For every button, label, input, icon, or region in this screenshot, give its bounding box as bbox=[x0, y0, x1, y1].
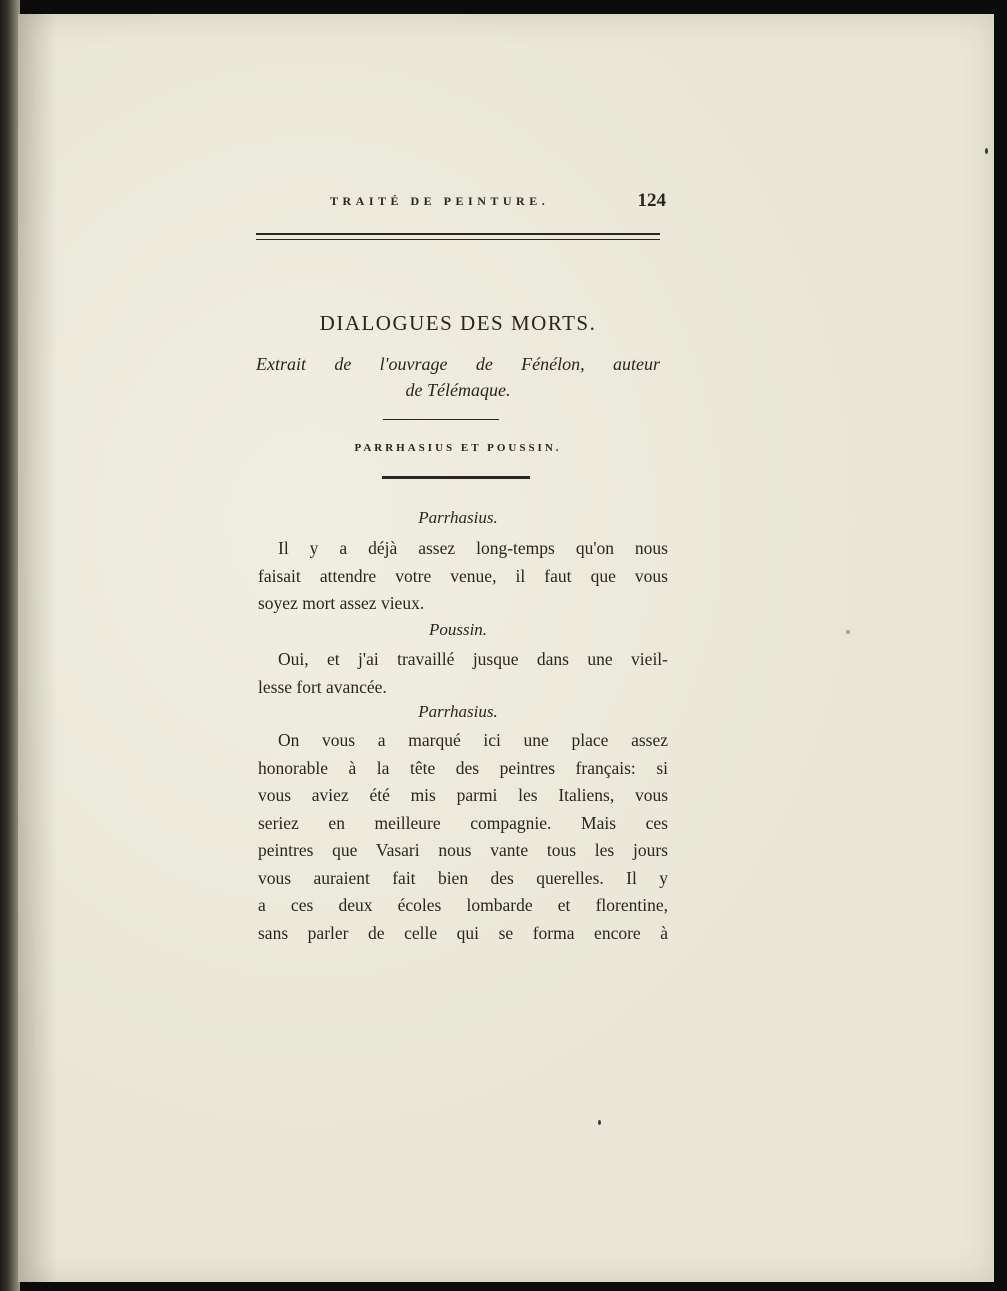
paper-speck bbox=[598, 1120, 601, 1125]
section-heading: PARRHASIUS ET POUSSIN. bbox=[354, 442, 562, 454]
text-line: sans parler de celle qui se forma encore à bbox=[258, 922, 668, 943]
text-line: Oui, et j'ai travaillé jusque dans une vieil- bbox=[278, 649, 668, 669]
page-number: 124 bbox=[637, 190, 666, 211]
text-line: vous aviez été mis parmi les Italiens, vous bbox=[258, 785, 668, 805]
speaker-name: Parrhasius. bbox=[418, 702, 498, 721]
subtitle-line: Extrait de l'ouvrage de Fénélon, auteur bbox=[256, 354, 660, 374]
header-rule-thick bbox=[256, 233, 660, 235]
text-line: lesse fort avancée. bbox=[258, 676, 387, 697]
text-line: On vous a marqué ici une place assez bbox=[278, 730, 668, 750]
text-line: soyez mort assez vieux. bbox=[258, 593, 425, 613]
article-subtitle bbox=[256, 351, 660, 403]
paper-speck bbox=[985, 148, 988, 154]
text-line: a ces deux écoles lombarde et florentine, bbox=[258, 895, 668, 915]
text-line: faisait attendre votre venue, il faut que vous bbox=[258, 565, 668, 586]
article-title: DIALOGUES DES MORTS. bbox=[319, 311, 597, 335]
dialogue-paragraph bbox=[258, 727, 668, 947]
dialogue-paragraph bbox=[258, 535, 668, 618]
header-rule-thin bbox=[256, 239, 660, 240]
text-line: vous auraient fait bien des querelles. Il y bbox=[258, 867, 668, 888]
dialogue-paragraph bbox=[258, 646, 668, 701]
paper-speck bbox=[846, 630, 850, 634]
text-line: honorable à la tête des peintres français: si bbox=[258, 757, 668, 778]
subtitle-line: de Télémaque. bbox=[405, 380, 511, 400]
speaker-name: Poussin. bbox=[428, 620, 488, 639]
text-line: seriez en meilleure compagnie. Mais ces bbox=[258, 812, 668, 833]
text-line: peintres que Vasari nous vante tous les jours bbox=[258, 840, 668, 860]
text-line: Il y a déjà assez long-temps qu'on nous bbox=[278, 538, 668, 558]
book-spine-edge bbox=[0, 0, 20, 1291]
speaker-name: Parrhasius. bbox=[418, 508, 498, 527]
section-divider bbox=[382, 476, 530, 479]
running-header bbox=[330, 192, 670, 214]
title-divider bbox=[383, 419, 499, 420]
running-title: TRAITÉ DE PEINTURE. bbox=[330, 194, 550, 208]
